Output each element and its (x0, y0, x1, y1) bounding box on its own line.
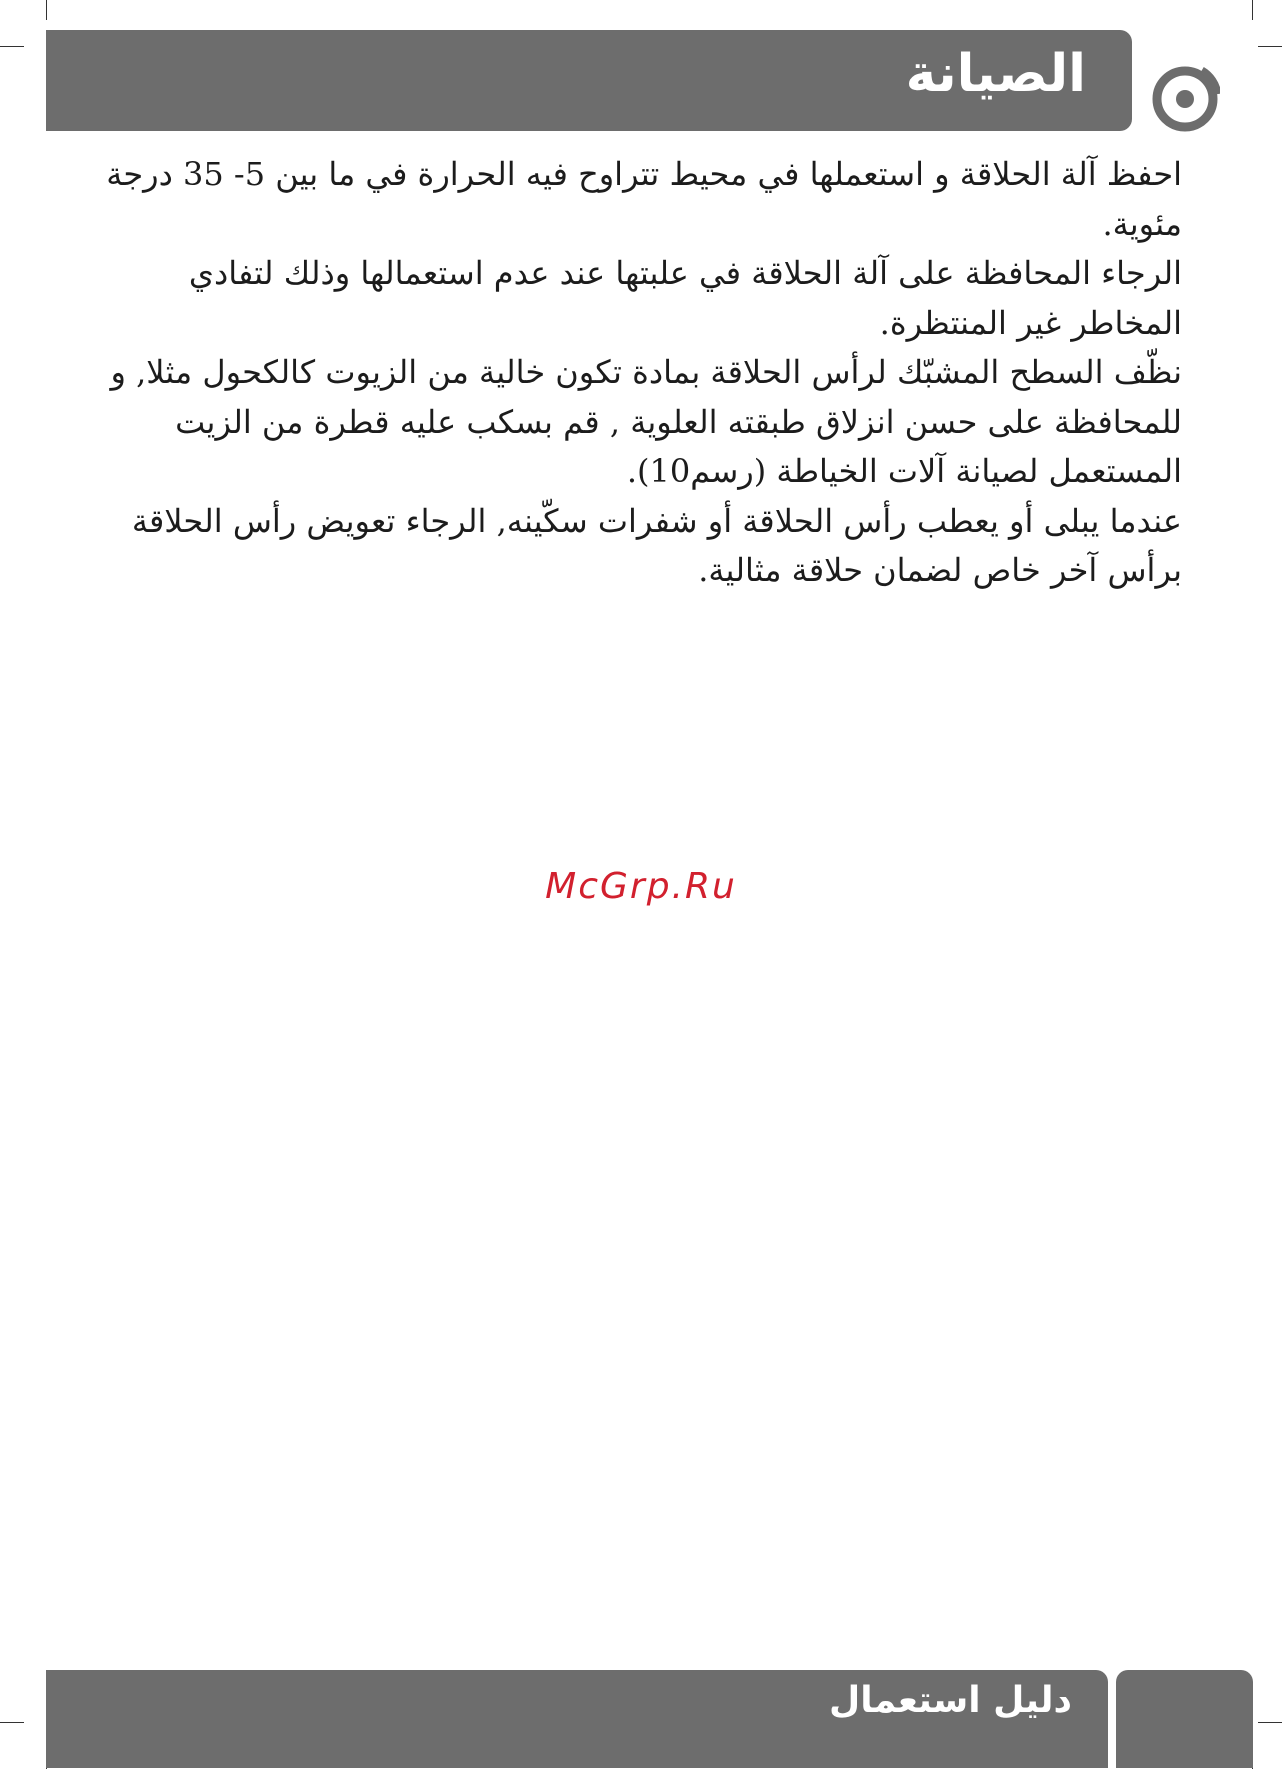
page-title: الصيانة (905, 44, 1086, 104)
crop-mark (46, 0, 47, 20)
circle-logo-icon (1150, 64, 1220, 134)
watermark: McGrp.Ru (545, 866, 737, 907)
footer-page-tab (1116, 1670, 1253, 1768)
paragraph-storage: احفظ آلة الحلاقة و استعملها في محيط تتراوح فيه الحرارة في ما بين 5- 35 درجة مئوية. (106, 155, 1182, 243)
paragraph-replacement: عندما يبلى أو يعطب رأس الحلاقة أو شفرات سكّينه, الرجاء تعويض رأس الحلاقة برأس آخر خاص لضمان حلاقة مثالية. (131, 501, 1182, 589)
paragraph-cleaning: نظّف السطح المشبّك لرأس الحلاقة بمادة تكون خالية من الزيوت كالكحول مثلا, و للمحافظة على حسن انزلاق طبقته العلوية , قم بسكب عليه قطرة من الزيت المستعمل لصيانة آلات الخياطة (رسم10). (110, 353, 1182, 490)
crop-mark (1258, 1722, 1282, 1723)
crop-mark (1258, 46, 1282, 47)
maintenance-text (100, 150, 1182, 596)
paragraph-case: الرجاء المحافظة على آلة الحلاقة في علبتها عند عدم استعمالها وذلك لتفادي المخاطر غير المنتظرة. (188, 254, 1182, 342)
crop-mark (1252, 0, 1253, 20)
crop-mark (0, 1722, 24, 1723)
footer-title: دليل استعمال (829, 1680, 1072, 1721)
crop-mark (0, 46, 24, 47)
